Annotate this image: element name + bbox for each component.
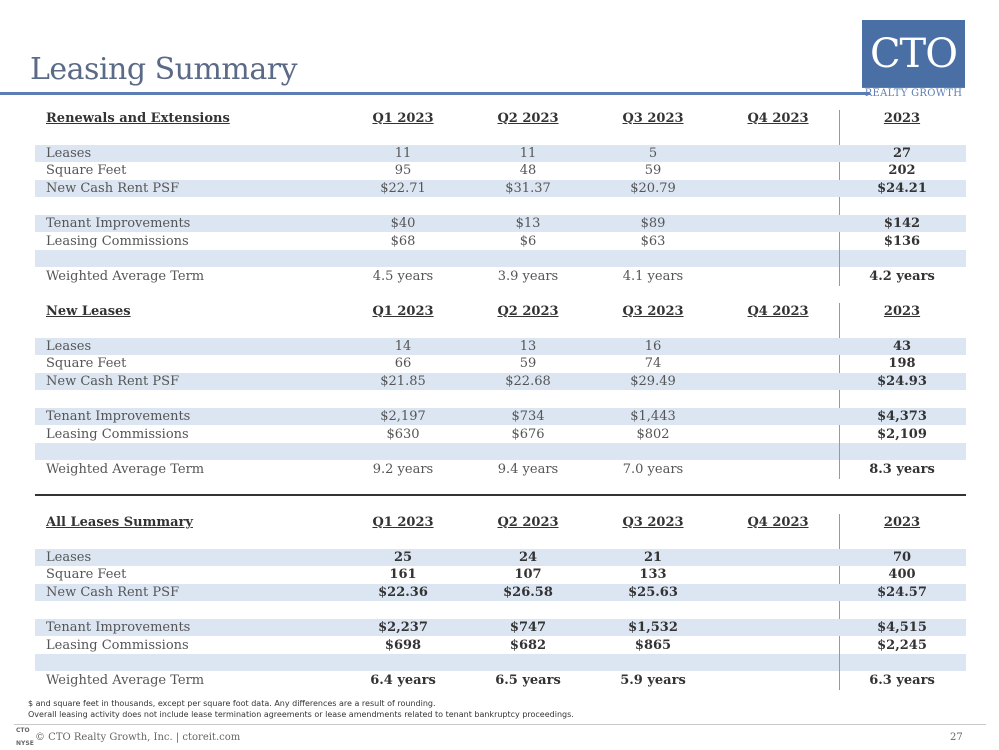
cell-q2: 24 (518, 550, 538, 565)
cell-q4 (728, 461, 828, 478)
cell-q3: 74 (644, 356, 662, 371)
cell-total: 202 (888, 163, 916, 178)
row-label: Leasing Commissions (46, 638, 189, 653)
cell-q1: $22.71 (380, 181, 426, 196)
cell-q3: 5.9 years (620, 673, 686, 688)
header-row (35, 303, 966, 320)
cell-total: $4,515 (877, 620, 927, 635)
table-row (35, 637, 966, 654)
table-row (35, 549, 966, 566)
new-leases-table (35, 303, 966, 483)
cell-q3: 21 (643, 550, 663, 565)
column-header: Q4 2023 (747, 304, 809, 319)
column-header: 2023 (883, 111, 921, 126)
cell-q3: $1,443 (630, 409, 676, 424)
cell-q3: $20.79 (630, 181, 676, 196)
table-row (35, 426, 966, 443)
cell-q1: 25 (393, 550, 413, 565)
cell-q3: 133 (639, 567, 667, 582)
cell-q1: $40 (390, 216, 416, 231)
column-header: Q4 2023 (747, 515, 809, 530)
cell-q1: $630 (386, 427, 420, 442)
cell-q4 (728, 355, 828, 372)
cell-q1: 11 (394, 146, 412, 161)
row-label: Leases (46, 339, 92, 354)
cell-q2: $734 (511, 409, 545, 424)
cto-logo (862, 20, 965, 87)
row-label: Leasing Commissions (46, 427, 189, 442)
column-header: Q2 2023 (497, 304, 559, 319)
title-rule (0, 92, 870, 95)
cell-total: $4,373 (877, 409, 927, 424)
table-row (35, 461, 966, 478)
column-header: Q2 2023 (497, 111, 559, 126)
cell-q1: 66 (394, 356, 412, 371)
all-leases-table (35, 514, 966, 694)
cell-q1: 4.5 years (372, 269, 434, 284)
cell-q4 (728, 426, 828, 443)
page-number: 27 (950, 732, 963, 743)
row-label: Square Feet (46, 163, 127, 178)
table-row (35, 215, 966, 232)
cell-q4 (728, 338, 828, 355)
row-label: Leases (46, 146, 92, 161)
cell-q2: 13 (519, 339, 537, 354)
cell-total: 198 (888, 356, 916, 371)
row-label: Weighted Average Term (46, 673, 205, 688)
cell-total: 27 (892, 146, 912, 161)
cell-q4 (728, 584, 828, 601)
cell-total: 8.3 years (869, 462, 935, 477)
table-row (35, 408, 966, 425)
footer-rule (14, 724, 986, 725)
row-label: Leases (46, 550, 92, 565)
cell-total: $24.21 (877, 181, 927, 196)
cell-q4 (728, 215, 828, 232)
page-title: Leasing Summary (30, 52, 298, 87)
cell-q4 (728, 180, 828, 197)
cell-q4 (728, 408, 828, 425)
footnote-2: Overall leasing activity does not include lease termination agreements or lease amendments related to tenant bankruptcy proceedings. (28, 710, 574, 719)
column-header: 2023 (883, 515, 921, 530)
section-heading: Renewals and Extensions (46, 111, 230, 126)
cell-total: $24.93 (877, 374, 927, 389)
row-label: Tenant Improvements (46, 409, 191, 424)
cell-total: 400 (888, 567, 916, 582)
cell-q4 (728, 145, 828, 162)
cell-q1: $2,237 (378, 620, 428, 635)
cell-q2: $22.68 (505, 374, 551, 389)
table-row (35, 145, 966, 162)
row-label: New Cash Rent PSF (46, 585, 180, 600)
cell-q4 (728, 566, 828, 583)
cell-q3: $1,532 (628, 620, 678, 635)
logo-mark: CTO (869, 30, 958, 77)
row-label: New Cash Rent PSF (46, 181, 180, 196)
table-row (35, 584, 966, 601)
section-divider (35, 494, 966, 496)
cell-q3: $63 (640, 234, 666, 249)
cell-total: $2,109 (877, 427, 927, 442)
renewals-table (35, 110, 966, 290)
cell-q3: 7.0 years (622, 462, 684, 477)
cell-total: $136 (883, 234, 921, 249)
cell-q2: 6.5 years (495, 673, 561, 688)
cell-q4 (728, 373, 828, 390)
table-row (35, 338, 966, 355)
cell-q2: $676 (511, 427, 545, 442)
total-column-divider (839, 514, 840, 690)
cell-q1: 9.2 years (372, 462, 434, 477)
table-row (35, 373, 966, 390)
cell-q1: $2,197 (380, 409, 426, 424)
cell-q1: 95 (394, 163, 412, 178)
cell-q3: $29.49 (630, 374, 676, 389)
cell-q4 (728, 549, 828, 566)
row-label: Weighted Average Term (46, 269, 205, 284)
section-heading: All Leases Summary (46, 515, 193, 530)
row-label: Tenant Improvements (46, 216, 191, 231)
table-row (35, 180, 966, 197)
table-row (35, 566, 966, 583)
spacer-band (35, 654, 966, 671)
cell-q3: $802 (636, 427, 670, 442)
cell-q3: 59 (644, 163, 662, 178)
cell-q1: $22.36 (378, 585, 428, 600)
cell-q2: 107 (514, 567, 542, 582)
cell-total: $142 (883, 216, 921, 231)
table-row (35, 233, 966, 250)
cell-q1: 161 (389, 567, 417, 582)
cell-q4 (728, 162, 828, 179)
column-header: Q3 2023 (622, 515, 684, 530)
column-header: Q1 2023 (372, 304, 434, 319)
cell-q2: 11 (519, 146, 537, 161)
cell-q2: 59 (519, 356, 537, 371)
column-header: Q3 2023 (622, 111, 684, 126)
cell-total: 4.2 years (869, 269, 935, 284)
table-row (35, 672, 966, 689)
header-row (35, 514, 966, 531)
total-column-divider (839, 303, 840, 479)
table-row (35, 162, 966, 179)
cell-q4 (728, 619, 828, 636)
cell-q2: $26.58 (503, 585, 553, 600)
cell-q1: 6.4 years (370, 673, 436, 688)
column-header: Q3 2023 (622, 304, 684, 319)
cell-total: $2,245 (877, 638, 927, 653)
row-label: Square Feet (46, 356, 127, 371)
column-header: 2023 (883, 304, 921, 319)
row-label: Weighted Average Term (46, 462, 205, 477)
cell-q2: $31.37 (505, 181, 551, 196)
cell-q1: $21.85 (380, 374, 426, 389)
table-row (35, 619, 966, 636)
cell-q2: $6 (519, 234, 537, 249)
row-label: Leasing Commissions (46, 234, 189, 249)
cell-q1: $698 (384, 638, 422, 653)
footer-logo-bottom: NYSE (16, 740, 34, 747)
cell-q4 (728, 233, 828, 250)
cell-q3: 5 (648, 146, 658, 161)
footer-copyright: © CTO Realty Growth, Inc. | ctoreit.com (35, 732, 241, 743)
cell-total: 70 (892, 550, 912, 565)
column-header: Q1 2023 (372, 111, 434, 126)
total-column-divider (839, 110, 840, 286)
header-row (35, 110, 966, 127)
footer-logo (16, 727, 32, 747)
column-header: Q2 2023 (497, 515, 559, 530)
cell-total: 6.3 years (869, 673, 935, 688)
cell-q4 (728, 268, 828, 285)
row-label: New Cash Rent PSF (46, 374, 180, 389)
cell-q3: $89 (640, 216, 666, 231)
cell-q1: $68 (390, 234, 416, 249)
cell-q3: 4.1 years (622, 269, 684, 284)
cell-q2: 48 (519, 163, 537, 178)
spacer-band (35, 250, 966, 267)
cell-q2: $747 (509, 620, 547, 635)
cell-q2: 9.4 years (497, 462, 559, 477)
section-heading: New Leases (46, 304, 131, 319)
cell-total: 43 (892, 339, 912, 354)
cell-q3: 16 (644, 339, 662, 354)
column-header: Q4 2023 (747, 111, 809, 126)
table-row (35, 268, 966, 285)
cell-q4 (728, 637, 828, 654)
cell-q3: $25.63 (628, 585, 678, 600)
cell-q3: $865 (634, 638, 672, 653)
row-label: Tenant Improvements (46, 620, 191, 635)
footer-logo-top: CTO (16, 727, 30, 734)
spacer-band (35, 443, 966, 460)
row-label: Square Feet (46, 567, 127, 582)
table-row (35, 355, 966, 372)
cell-q2: $13 (515, 216, 541, 231)
footnote-1: $ and square feet in thousands, except per square foot data. Any differences are a result of rounding. (28, 699, 436, 708)
cell-q4 (728, 672, 828, 689)
cell-q2: 3.9 years (497, 269, 559, 284)
logo-subtitle: REALTY GROWTH (864, 88, 963, 99)
column-header: Q1 2023 (372, 515, 434, 530)
cell-q1: 14 (394, 339, 412, 354)
cell-q2: $682 (509, 638, 547, 653)
cell-total: $24.57 (877, 585, 927, 600)
